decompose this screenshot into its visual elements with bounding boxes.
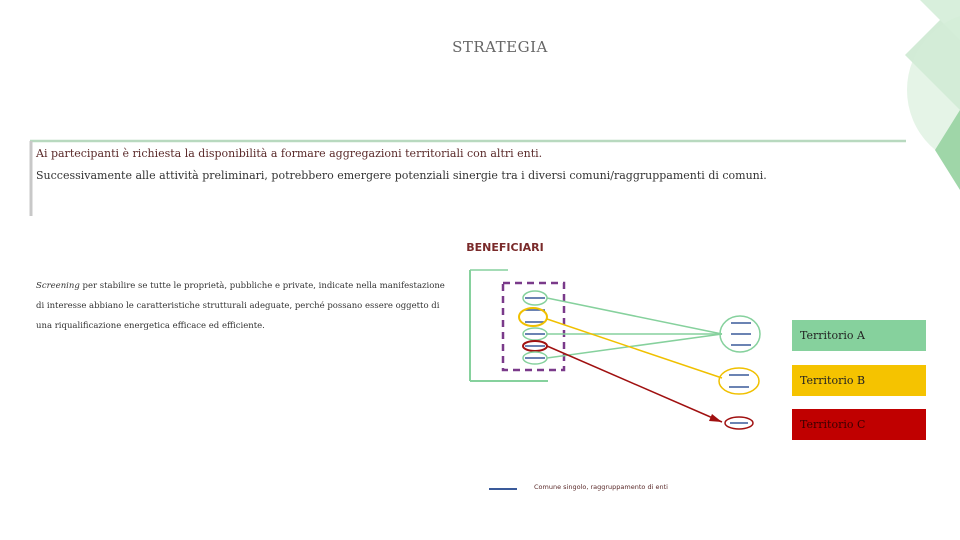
intro-line-2: Successivamente alle attività preliminari, potrebbero emergere potenziali sinergie tra i diversi comuni/raggruppamenti di comuni. [36,169,767,182]
territory-a-box: Territorio A [792,320,926,351]
legend-label: Comune singolo, raggruppamento di enti [534,483,668,491]
connector-green [547,334,722,358]
arrowhead-red [709,414,722,422]
screening-italic: Screening [36,281,80,291]
screening-body: per stabilire se tutte le proprietà, pubbliche e private, indicate nella manifestazione di interesse abbiano le caratteristiche strutturali adeguate, perché possano essere oggetto di una riqualificazione energetica efficace ed efficiente. [36,281,445,331]
territory-b-box: Territorio B [792,365,926,396]
screening-text [36,276,446,336]
page-title: STRATEGIA [452,38,548,56]
group-ellipse-b [719,368,759,394]
intro-line-1: Ai partecipanti è richiesta la disponibilità a formare aggregazioni territoriali con altri enti. [36,147,543,160]
connector-red [547,346,722,422]
intro-text [36,143,767,187]
territory-c-box: Territorio C [792,409,926,440]
beneficiari-label: BENEFICIARI [466,241,544,254]
